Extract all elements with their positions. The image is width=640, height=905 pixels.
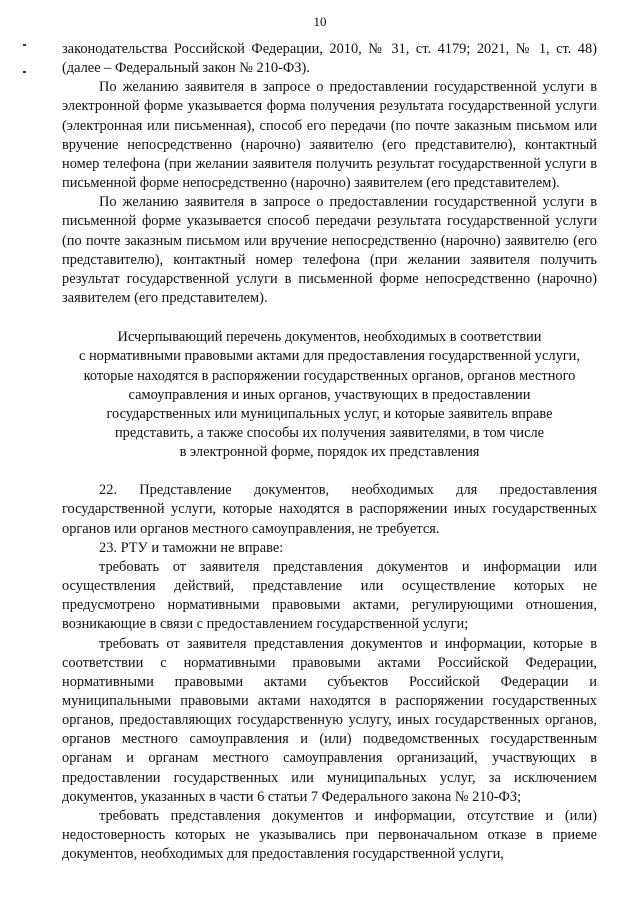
paragraph-prohibition-3: требовать представления документов и информации, отсутствие и (или) недостоверность которых не указывались при первоначальном отказе в приеме документов, необходимых для предоставления государственной услуги, bbox=[62, 807, 597, 863]
paragraph-written-form: По желанию заявителя в запросе о предоставлении государственной услуги в письменной форме указывается способ передачи результата государственной услуги (по почте заказным письмом или вручение непосредственно (нарочно) заявителю (его представителю), контактный номер телефона (при желании заявителя получить результат государственной услуги в письменной форме непосредственно (нарочно) заявителем (его представителем). bbox=[62, 194, 597, 307]
margin-mark bbox=[23, 44, 26, 46]
heading-line: самоуправления и иных органов, участвующих в предоставлении bbox=[128, 386, 531, 403]
paragraph-electronic-form: По желанию заявителя в запросе о предоставлении государственной услуги в электронной форме указывается форма получения результата государственной услуги (электронная или письменная), способ его передачи (по почте заказным письмом или вручение непосредственно (нарочно) заявителю (его представителю), контактный номер телефона (при желании заявителя получить результат государственной услуги в письменной форме непосредственно (нарочно) заявителем (его представителем). bbox=[62, 79, 597, 192]
paragraph-item-23: 23. РТУ и таможни не вправе: bbox=[99, 539, 284, 556]
heading-line: которые находятся в распоряжении государственных органов, органов местного bbox=[83, 367, 576, 384]
paragraph-prohibition-2: требовать от заявителя представления документов и информации, которые в соответствии с нормативными правовыми актами Российской Федерации, нормативными правовыми актами субъектов Российской Федерации и муниципальными правовыми актами находятся в распоряжении государственных органов, предоставляющих государственную услугу, иных государственных органов, органов местного самоуправления и (или) подведомственных государственным органам и органам местного самоуправления организаций, участвующих в предоставлении государственных или муниципальных услуг, за исключением документов, указанных в части 6 статьи 7 Федерального закона № 210-ФЗ; bbox=[62, 635, 597, 805]
heading-line: представить, а также способы их получения заявителями, в том числе bbox=[114, 424, 545, 441]
document-body bbox=[62, 40, 597, 864]
page-number: 10 bbox=[313, 14, 327, 29]
spacer bbox=[62, 308, 597, 328]
heading-line: Исчерпывающий перечень документов, необходимых в соответствии bbox=[117, 329, 542, 346]
paragraph-item-22: 22. Представление документов, необходимых для предоставления государственной услуги, которые находятся в распоряжении иных государственных органов или органов местного самоуправления, не требуется. bbox=[62, 482, 597, 537]
paragraph-prohibition-1: требовать от заявителя представления документов и информации или осуществления действий, представление или осуществление которых не предусмотрено нормативными правовыми актами, регулирующими отношения, возникающие в связи с предоставлением государственной услуги; bbox=[62, 558, 597, 633]
paragraph-continuation: законодательства Российской Федерации, 2010, № 31, ст. 4179; 2021, № 1, ст. 48) (далее – Федеральный закон № 210-ФЗ). bbox=[62, 41, 597, 77]
spacer bbox=[62, 462, 597, 481]
heading-line: с нормативными правовыми актами для предоставления государственной услуги, bbox=[79, 348, 580, 365]
heading-line: в электронной форме, порядок их представления bbox=[179, 444, 480, 461]
heading-line: государственных или муниципальных услуг, и которые заявитель вправе bbox=[106, 405, 553, 422]
section-heading bbox=[62, 328, 597, 462]
margin-mark bbox=[23, 71, 26, 73]
